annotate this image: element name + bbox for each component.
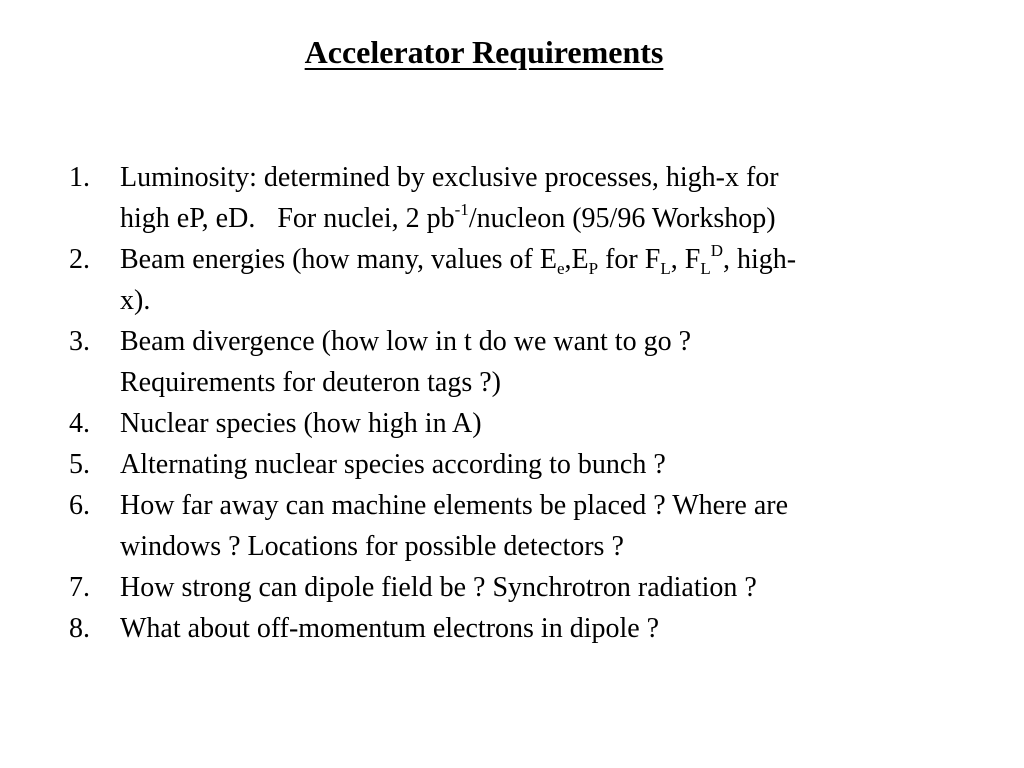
list-item-2 [0, 239, 1024, 321]
list-item-4 [0, 403, 1024, 444]
item-text-line2: windows ? Locations for possible detectors ? [120, 531, 624, 562]
item-number: 5. [69, 449, 90, 480]
item-text-line1: How far away can machine elements be placed ? Where are [120, 490, 789, 521]
text-segment: Beam energies (how many, values of E [120, 244, 557, 275]
item-text-line1 [120, 241, 797, 278]
item-number: 6. [69, 490, 90, 521]
item-text: What about off-momentum electrons in dipole ? [120, 613, 660, 644]
text-segment: , F [670, 244, 701, 275]
subscript: L [660, 259, 671, 278]
item-number: 4. [69, 408, 90, 439]
subscript: e [556, 259, 565, 278]
item-text-line1: Beam divergence (how low in t do we want to go ? [120, 326, 692, 357]
item-number: 3. [69, 326, 90, 357]
item-text-line1: Luminosity: determined by exclusive processes, high-x for [120, 162, 779, 193]
item-number: 2. [69, 244, 90, 275]
list-item-1 [0, 157, 1024, 239]
item-text-line2: Requirements for deuteron tags ?) [120, 367, 501, 398]
item-text-line2: x). [120, 285, 151, 316]
item-number: 1. [69, 162, 90, 193]
list-item-6 [0, 485, 1024, 567]
text-segment: for F [598, 244, 661, 275]
list-item-3 [0, 321, 1024, 403]
item-number: 8. [69, 613, 90, 644]
text-segment: , high- [722, 244, 797, 275]
subscript: P [588, 259, 599, 278]
subscript: L [700, 259, 711, 278]
item-number: 7. [69, 572, 90, 603]
requirements-list [0, 157, 1024, 649]
item-text-line2b: For nuclei, 2 pb [277, 203, 455, 234]
superscript: D [710, 241, 723, 260]
list-item-8 [0, 608, 1024, 649]
slide-title: Accelerator Requirements [304, 34, 664, 70]
item-text: Alternating nuclear species according to bunch ? [120, 449, 666, 480]
item-text-line2c: /nucleon (95/96 Workshop) [468, 203, 776, 234]
item-text: Nuclear species (how high in A) [120, 408, 482, 439]
superscript: -1 [454, 200, 469, 219]
text-segment: ,E [564, 244, 589, 275]
item-text-line2a: high eP, eD. [120, 203, 256, 234]
item-text: How strong can dipole field be ? Synchrotron radiation ? [120, 572, 757, 603]
list-item-7 [0, 567, 1024, 608]
list-item-5 [0, 444, 1024, 485]
